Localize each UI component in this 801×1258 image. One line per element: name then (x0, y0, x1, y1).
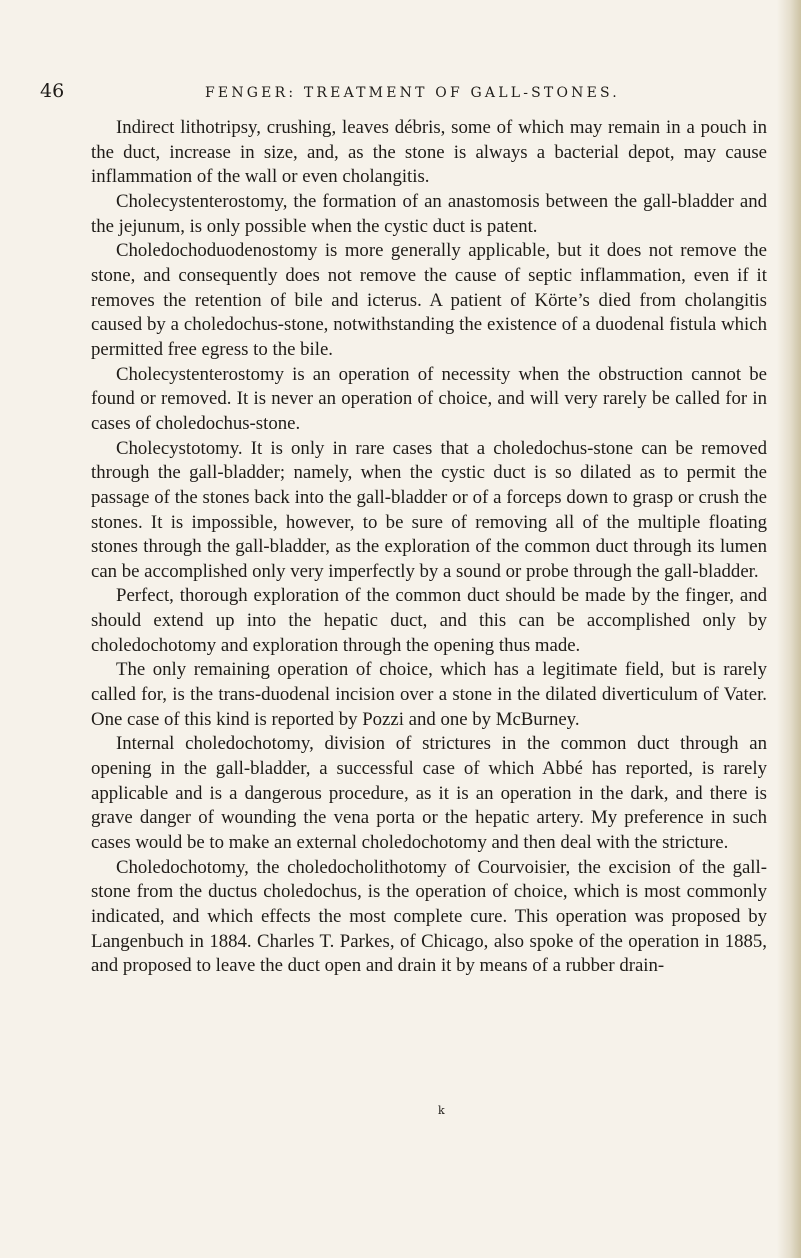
running-head: FENGER: TREATMENT OF GALL-STONES. (205, 85, 620, 101)
paragraph-exploration: Perfect, thorough exploration of the common duct should be made by the finger, and should extend up into the hepatic duct, and this can be accomplished only by choledochotomy and exploration through the opening thus made. (91, 585, 767, 656)
paragraph-cholecystotomy: Cholecystotomy. It is only in rare cases that a choledochus-stone can be removed through the gall-bladder; namely, when the cystic duct is so dilated as to permit the passage of the stones back into the gall-bladder or of a forceps down to grasp or crush the stones. It is impossible, however, to be sure of removing all of the multiple floating stones through the gall-bladder, as the exploration of the common duct through its lumen can be accomplished only very imperfectly by a sound or probe through the gall-bladder. (91, 437, 767, 582)
page-edge-shadow (777, 0, 801, 1258)
signature-mark: k (438, 1104, 445, 1117)
paragraph-internal-choledochotomy: Internal choledochotomy, division of strictures in the common duct through an opening in the gall-bladder, a successful case of which Abbé has reported, is rarely applicable and is a dangerous procedure, as it is an operation in the dark, and there is grave danger of wounding the vena porta or the hepatic artery. My preference in such cases would be to make an external choledochotomy and then deal with the stricture. (91, 733, 767, 854)
paragraph-choledochoduodenostomy: Choledochoduodenostomy is more generally applicable, but it does not remove the stone, and consequently does not remove the cause of septic inflammation, even if it removes the retention of bile and icterus. A patient of Körte’s died from cholangitis caused by a choledochus-stone, notwithstanding the existence of a duodenal fistula which permitted free egress to the bile. (91, 240, 767, 360)
paragraph-choledochotomy: Choledochotomy, the choledocholithotomy of Courvoisier, the excision of the gall-stone from the ductus choledochus, is the operation of choice, which is most commonly indicated, and which effects the most complete cure. This operation was proposed by Langenbuch in 1884. Charles T. Parkes, of Chicago, also spoke of the operation in 1885, and proposed to leave the duct open and drain it by means of a rubber drain- (91, 856, 767, 977)
page-number: 46 (40, 80, 65, 102)
paragraph-trans-duodenal-incision: The only remaining operation of choice, which has a legitimate field, but is rarely called for, is the trans-duodenal incision over a stone in the dilated diverticulum of Vater. One case of this kind is reported by Pozzi and one by McBurney. (91, 659, 767, 730)
page-header (40, 80, 740, 110)
body-text (91, 116, 767, 979)
paragraph-cholecystenterostomy-necessity: Cholecystenterostomy is an operation of necessity when the obstruction cannot be found or removed. It is never an operation of choice, and will very rarely be called for in cases of choledochus-stone. (91, 363, 767, 434)
paragraph-cholecystenterostomy-definition: Cholecystenterostomy, the formation of an anastomosis between the gall-bladder and the jejunum, is only possible when the cystic duct is patent. (91, 190, 767, 237)
paragraph-indirect-lithotripsy: Indirect lithotripsy, crushing, leaves débris, some of which may remain in a pouch in the duct, increase in size, and, as the stone is always a bacterial depot, may cause inflammation of the wall or even cholangitis. (91, 117, 767, 188)
